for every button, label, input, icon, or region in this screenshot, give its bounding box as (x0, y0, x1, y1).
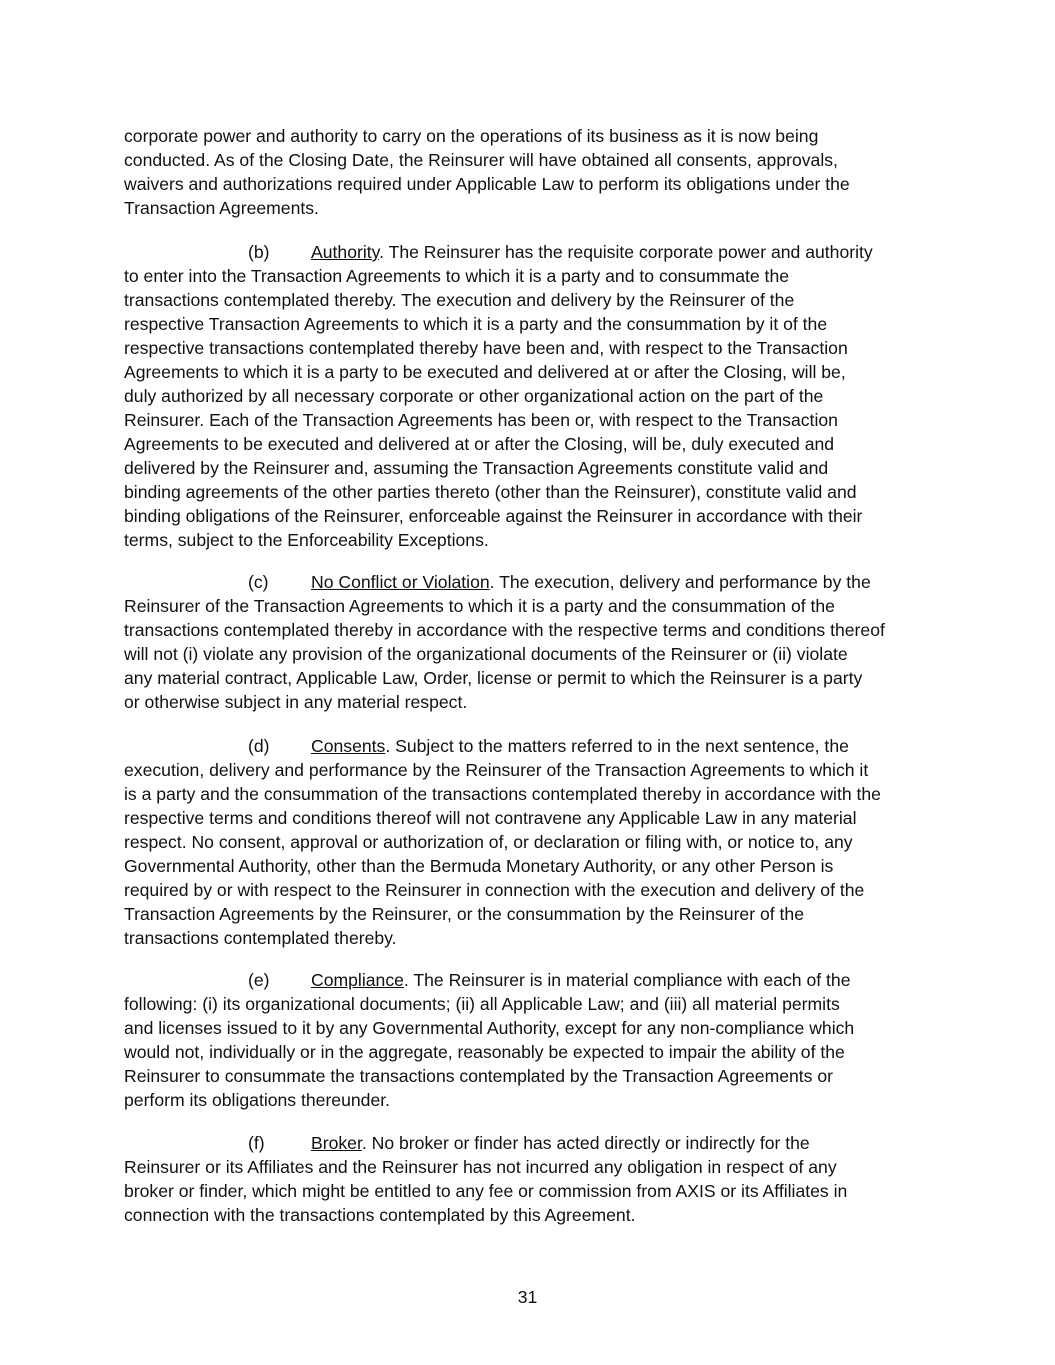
text-line: following: (i) its organizational documents; (ii) all Applicable Law; and (iii) all material permits (124, 994, 840, 1014)
text-line: respect. No consent, approval or authorization of, or declaration or filing with, or notice to, any (124, 832, 853, 852)
text-line: and licenses issued to it by any Governmental Authority, except for any non-compliance which (124, 1018, 855, 1038)
text-line: respective Transaction Agreements to which it is a party and the consummation by it of the (124, 314, 828, 334)
text-line: Reinsurer or its Affiliates and the Reinsurer has not incurred any obligation in respect of any (124, 1157, 837, 1177)
section-heading: Broker (311, 1133, 362, 1153)
text-line: corporate power and authority to carry on the operations of its business as it is now being (124, 126, 819, 146)
section-f-broker (124, 1131, 932, 1227)
section-heading: Authority (311, 242, 380, 262)
text-line: Reinsurer. Each of the Transaction Agreements has been or, with respect to the Transaction (124, 410, 838, 430)
text-line: transactions contemplated thereby. (124, 928, 397, 948)
section-e-compliance (124, 968, 932, 1112)
section-label: (d) (248, 736, 270, 756)
text-line: perform its obligations thereunder. (124, 1090, 391, 1110)
section-first-line (124, 570, 932, 594)
section-label: (f) (248, 1133, 265, 1153)
section-c-no-conflict (124, 570, 932, 714)
text-line: Agreements to be executed and delivered at or after the Closing, will be, duly executed and (124, 434, 835, 454)
text-line: Agreements to which it is a party to be executed and delivered at or after the Closing, will be, (124, 362, 846, 382)
text-line: execution, delivery and performance by the Reinsurer of the Transaction Agreements to which it (124, 760, 869, 780)
section-label: (b) (248, 242, 270, 262)
text-line: any material contract, Applicable Law, Order, license or permit to which the Reinsurer is a party (124, 668, 863, 688)
text-line: delivered by the Reinsurer and, assuming the Transaction Agreements constitute valid and (124, 458, 829, 478)
text-line: conducted. As of the Closing Date, the Reinsurer will have obtained all consents, approvals, (124, 150, 838, 170)
text-line: binding agreements of the other parties thereto (other than the Reinsurer), constitute valid and (124, 482, 857, 502)
section-heading: Consents (311, 736, 386, 756)
text-line: to enter into the Transaction Agreements to which it is a party and to consummate the (124, 266, 790, 286)
text-line: respective transactions contemplated thereby have been and, with respect to the Transaction (124, 338, 848, 358)
text-line: Transaction Agreements. (124, 198, 319, 218)
text-line: duly authorized by all necessary corporate or other organizational action on the part of the (124, 386, 824, 406)
section-first-line-text: . No broker or finder has acted directly or indirectly for the (361, 1133, 810, 1153)
text-line: or otherwise subject in any material respect. (124, 692, 468, 712)
text-line: is a party and the consummation of the transactions contemplated thereby in accordance with the (124, 784, 881, 804)
text-line: broker or finder, which might be entitled to any fee or commission from AXIS or its Affiliates in (124, 1181, 848, 1201)
section-first-line (124, 240, 932, 264)
section-b-authority (124, 240, 932, 552)
section-first-line-text: . The execution, delivery and performance by the (489, 572, 871, 592)
section-first-line (124, 1131, 932, 1155)
text-line: waivers and authorizations required under Applicable Law to perform its obligations under the (124, 174, 850, 194)
section-first-line-text: . The Reinsurer has the requisite corporate power and authority (379, 242, 873, 262)
section-heading: No Conflict or Violation (311, 572, 490, 592)
section-label: (e) (248, 970, 270, 990)
section-first-line-text: . The Reinsurer is in material compliance with each of the (403, 970, 851, 990)
text-line: Reinsurer to consummate the transactions contemplated by the Transaction Agreements or (124, 1066, 834, 1086)
section-first-line-text: . Subject to the matters referred to in the next sentence, the (385, 736, 849, 756)
text-line: respective terms and conditions thereof will not contravene any Applicable Law in any material (124, 808, 857, 828)
text-line: will not (i) violate any provision of the organizational documents of the Reinsurer or (ii) violate (124, 644, 848, 664)
text-line: terms, subject to the Enforceability Exceptions. (124, 530, 489, 550)
section-label: (c) (248, 572, 269, 592)
text-line: transactions contemplated thereby. The execution and delivery by the Reinsurer of the (124, 290, 795, 310)
text-line: Transaction Agreements by the Reinsurer, or the consummation by the Reinsurer of the (124, 904, 804, 924)
page-number: 31 (517, 1287, 538, 1307)
text-line: binding obligations of the Reinsurer, enforceable against the Reinsurer in accordance with their (124, 506, 863, 526)
section-d-consents (124, 734, 932, 950)
text-line: would not, individually or in the aggregate, reasonably be expected to impair the ability of the (124, 1042, 845, 1062)
text-line: required by or with respect to the Reinsurer in connection with the execution and delivery of the (124, 880, 865, 900)
text-line: Reinsurer of the Transaction Agreements to which it is a party and the consummation of the (124, 596, 835, 616)
section-first-line (124, 968, 932, 992)
paragraph-continuation (124, 124, 932, 220)
text-line: connection with the transactions contemplated by this Agreement. (124, 1205, 636, 1225)
text-line: transactions contemplated thereby in accordance with the respective terms and conditions thereof (124, 620, 885, 640)
section-heading: Compliance (311, 970, 404, 990)
text-line: Governmental Authority, other than the Bermuda Monetary Authority, or any other Person is (124, 856, 834, 876)
section-first-line (124, 734, 932, 758)
